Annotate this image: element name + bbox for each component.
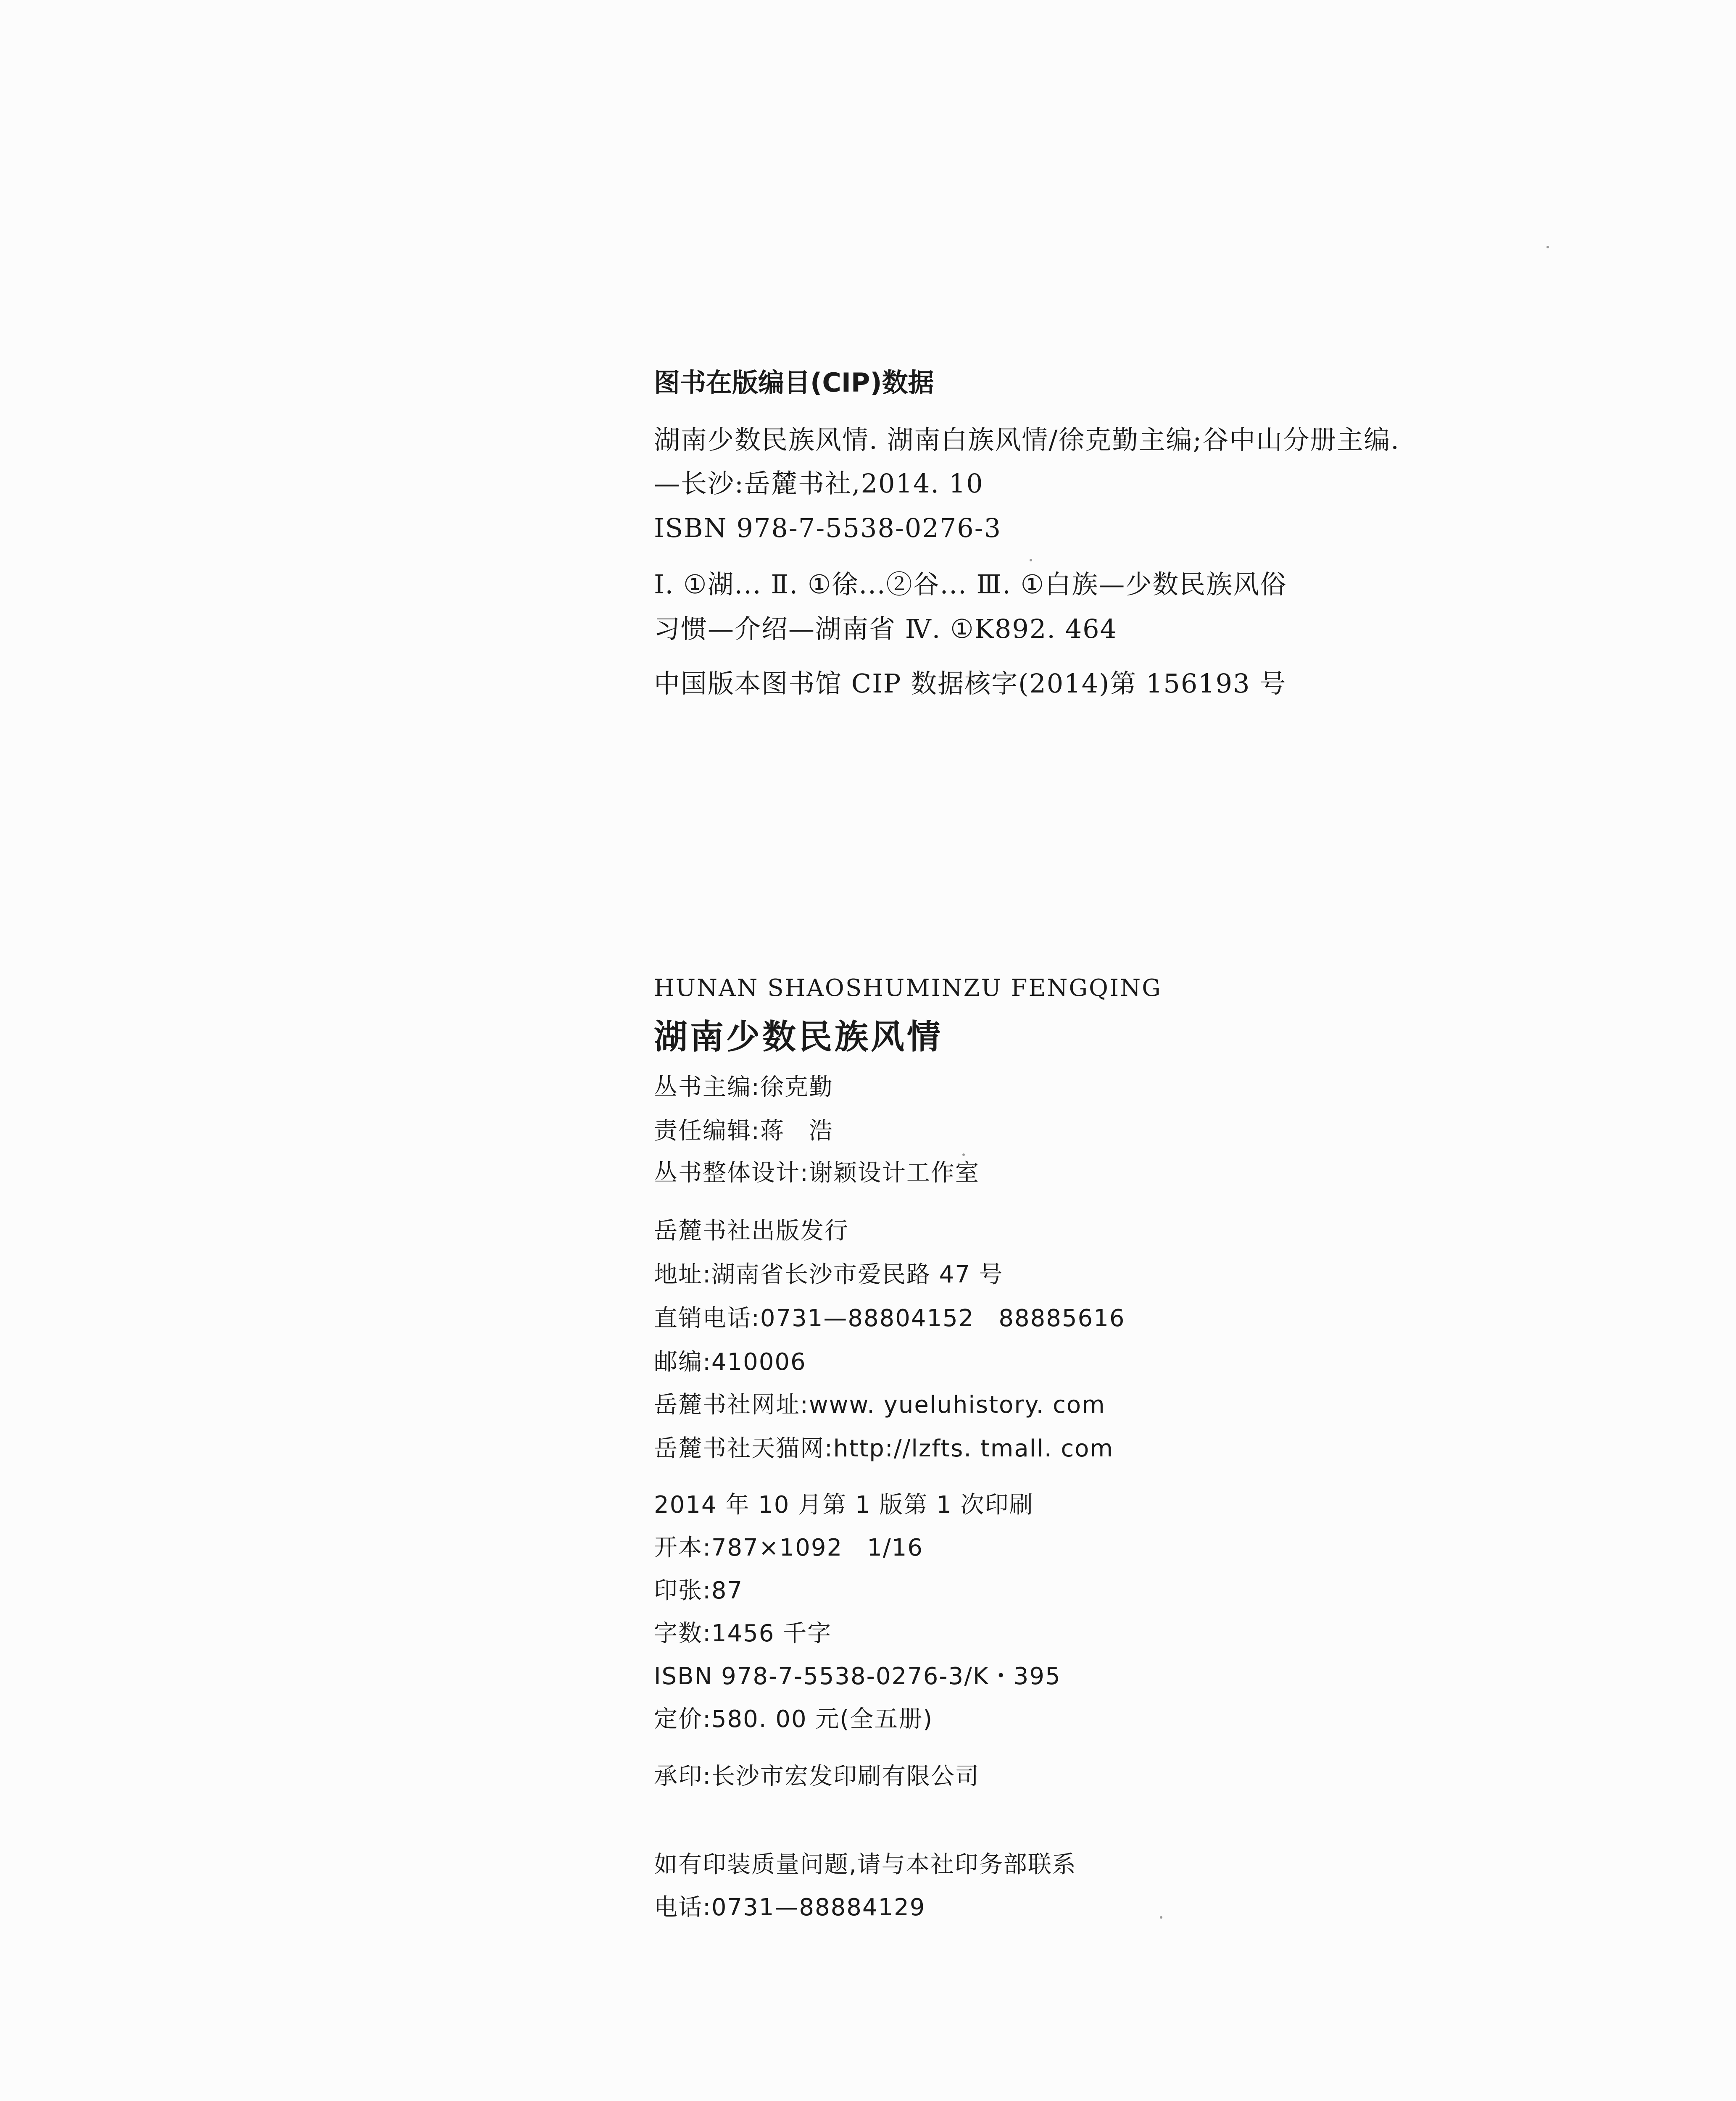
sheets-info: 印张:87 — [654, 1577, 743, 1604]
book-title: 湖南少数民族风情 — [654, 1017, 943, 1056]
cip-line: —长沙:岳麓书社,2014. 10 — [654, 468, 984, 499]
printer-name: 承印:长沙市宏发印刷有限公司 — [654, 1763, 980, 1790]
cip-line: 湖南少数民族风情. 湖南白族风情/徐克勤主编;谷中山分册主编. — [654, 424, 1400, 455]
word-count: 字数:1456 千字 — [654, 1620, 832, 1647]
responsible-editor: 责任编辑:蒋 浩 — [654, 1117, 833, 1145]
scan-speck — [962, 1153, 965, 1156]
contact-phone: 电话:0731—88884129 — [654, 1894, 926, 1921]
cip-heading: 图书在版编目(CIP)数据 — [654, 367, 934, 398]
scan-speck — [1030, 559, 1032, 561]
publisher-address: 地址:湖南省长沙市爱民路 47 号 — [654, 1261, 1004, 1288]
cip-line: 习惯—介绍—湖南省 Ⅳ. ①K892. 464 — [654, 613, 1118, 644]
title-pinyin: HUNAN SHAOSHUMINZU FENGQING — [654, 974, 1162, 1002]
price: 定价:580. 00 元(全五册) — [654, 1706, 933, 1733]
cip-line: ISBN 978-7-5538-0276-3 — [654, 513, 1002, 543]
publisher-tmall: 岳麓书社天猫网:http://lzfts. tmall. com — [654, 1435, 1114, 1462]
series-design: 丛书整体设计:谢颖设计工作室 — [654, 1159, 980, 1187]
publisher-website: 岳麓书社网址:www. yueluhistory. com — [654, 1391, 1106, 1419]
scan-speck — [1546, 246, 1549, 248]
publisher-phone: 直销电话:0731—88804152 88885616 — [654, 1305, 1125, 1332]
format-info: 开本:787×1092 1/16 — [654, 1534, 923, 1561]
printing-info: 2014 年 10 月第 1 版第 1 次印刷 — [654, 1491, 1034, 1519]
series-editor: 丛书主编:徐克勤 — [654, 1074, 833, 1101]
scan-speck — [1160, 1916, 1162, 1919]
quality-notice: 如有印装质量问题,请与本社印务部联系 — [654, 1851, 1077, 1878]
publisher-name: 岳麓书社出版发行 — [654, 1217, 849, 1245]
publisher-postcode: 邮编:410006 — [654, 1348, 806, 1376]
cip-line: Ⅰ. ①湖... Ⅱ. ①徐...②谷... Ⅲ. ①白族—少数民族风俗 — [654, 569, 1287, 600]
isbn: ISBN 978-7-5538-0276-3/K・395 — [654, 1663, 1061, 1690]
cip-line: 中国版本图书馆 CIP 数据核字(2014)第 156193 号 — [654, 668, 1287, 699]
